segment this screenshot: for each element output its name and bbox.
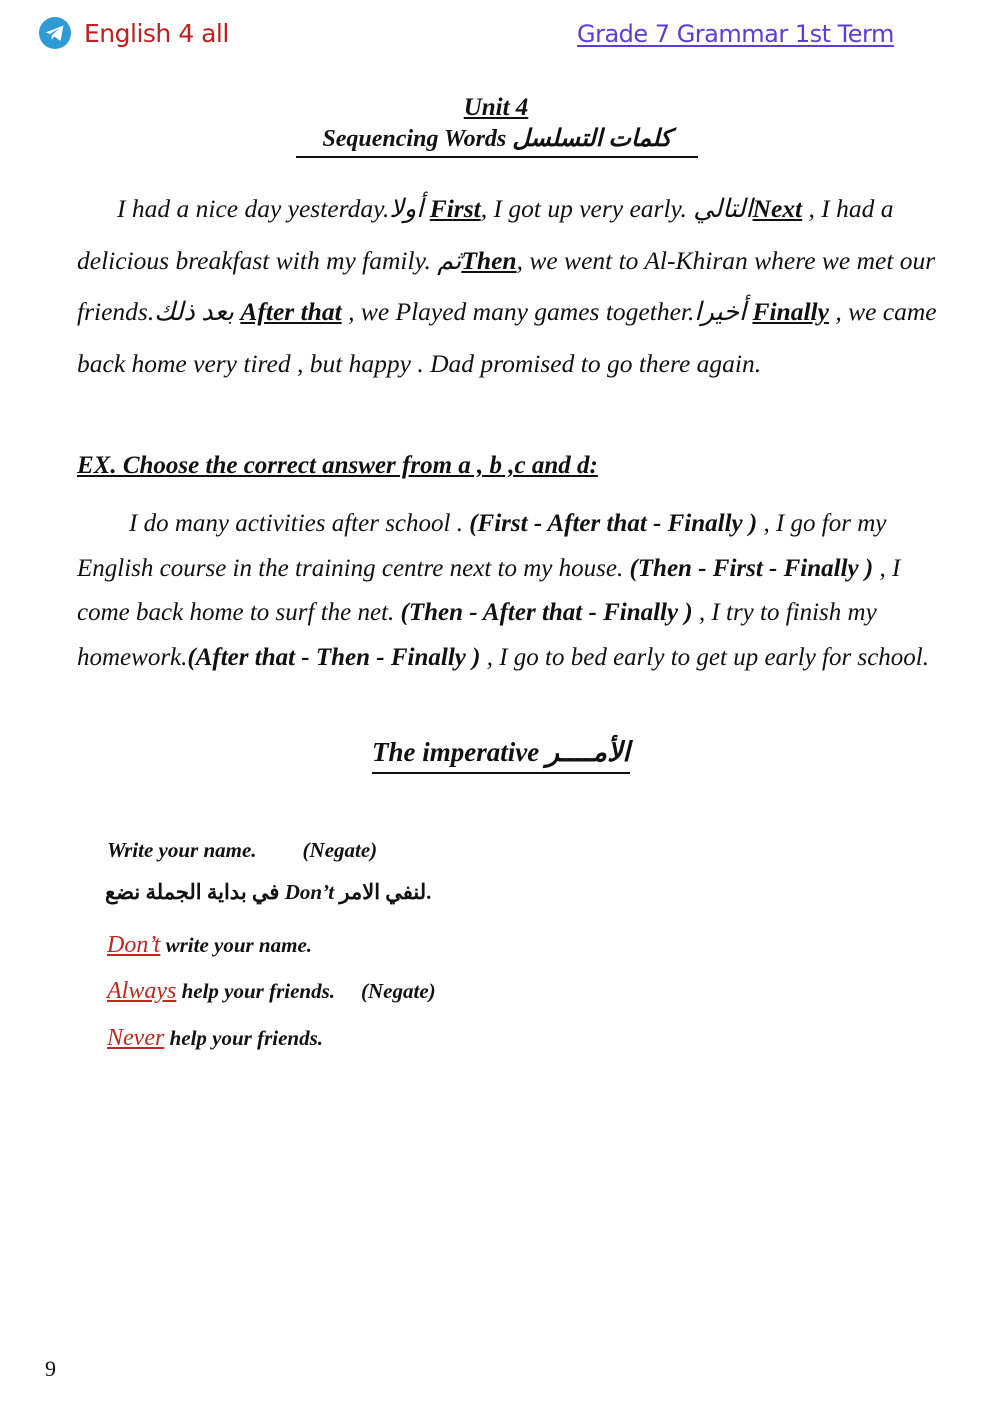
page-number: 9: [45, 1356, 56, 1381]
sequence-word-first: First: [429, 194, 481, 223]
keyword-always: Always: [107, 978, 177, 1004]
telegram-icon[interactable]: [38, 16, 72, 50]
imperative-title: The imperative الأمــــر: [372, 737, 630, 774]
rule-text-arabic: في بداية الجملة نضع: [105, 880, 285, 904]
imperative-answer-1: [107, 932, 312, 959]
exercise-text: , I go to bed early to get up early for school.: [480, 643, 930, 671]
sequence-word-after-that: After that: [240, 297, 342, 326]
story-text: , we went to Al-Khiran where we met our friends.بعد ذلك: [77, 245, 936, 326]
story-text: I had a nice day yesterday.أولا: [117, 194, 430, 223]
exercise-text: I do many activities after school .: [129, 510, 470, 537]
exercise-paragraph: [77, 502, 943, 680]
keyword-dont: Don’t: [107, 932, 161, 958]
story-text: , we Played many games together.أخيرا: [341, 297, 753, 326]
sequence-word-finally: Finally: [752, 297, 829, 326]
story-text: , we came back home very tired , but happy . Dad promised to go there again.: [77, 297, 937, 378]
header-brand: [38, 16, 229, 50]
example-sentence: write your name.: [160, 933, 313, 957]
choice-group-3[interactable]: (Then - After that - Finally ): [400, 599, 693, 627]
choice-group-2[interactable]: (Then - First - Finally ): [629, 554, 874, 582]
keyword-never: Never: [107, 1025, 165, 1051]
imperative-example-1: [107, 838, 377, 863]
choice-group-4[interactable]: (After that - Then - Finally ): [187, 643, 481, 671]
example-sentence: Write your name.: [107, 838, 257, 862]
story-text: , I got up very early. التالي: [480, 194, 753, 223]
negate-tag: (Negate): [361, 979, 436, 1003]
unit-title: Unit 4: [463, 94, 529, 121]
imperative-answer-2: [107, 1025, 323, 1052]
story-text: , I had a delicious breakfast with my family. ثم: [77, 194, 894, 275]
choice-group-1[interactable]: (First - After that - Finally ): [469, 510, 758, 537]
negate-tag: (Negate): [302, 838, 378, 862]
rule-keyword: Don’t: [284, 880, 335, 904]
example-sentence: help your friends.: [176, 979, 336, 1003]
sequence-word-then: Then: [461, 245, 517, 275]
exercise-text: , I come back home to surf the net.: [77, 554, 901, 627]
imperative-example-2: [107, 978, 436, 1005]
story-paragraph: [77, 183, 939, 389]
sequence-word-next: Next: [752, 194, 803, 223]
exercise-heading: EX. Choose the correct answer from a , b ,c and d:: [77, 452, 598, 479]
course-title-link[interactable]: Grade 7 Grammar 1st Term: [577, 20, 894, 48]
exercise-text: , I try to finish my homework.: [77, 599, 877, 671]
exercise-text: , I go for my English course in the training centre next to my house.: [77, 510, 887, 582]
rule-text-arabic: لنفي الامر.: [334, 880, 432, 904]
brand-name: English 4 all: [84, 18, 229, 48]
unit-subtitle: Sequencing Words كلمات التسلسل: [296, 124, 698, 158]
imperative-rule: [105, 880, 489, 905]
example-sentence: help your friends.: [164, 1026, 323, 1050]
